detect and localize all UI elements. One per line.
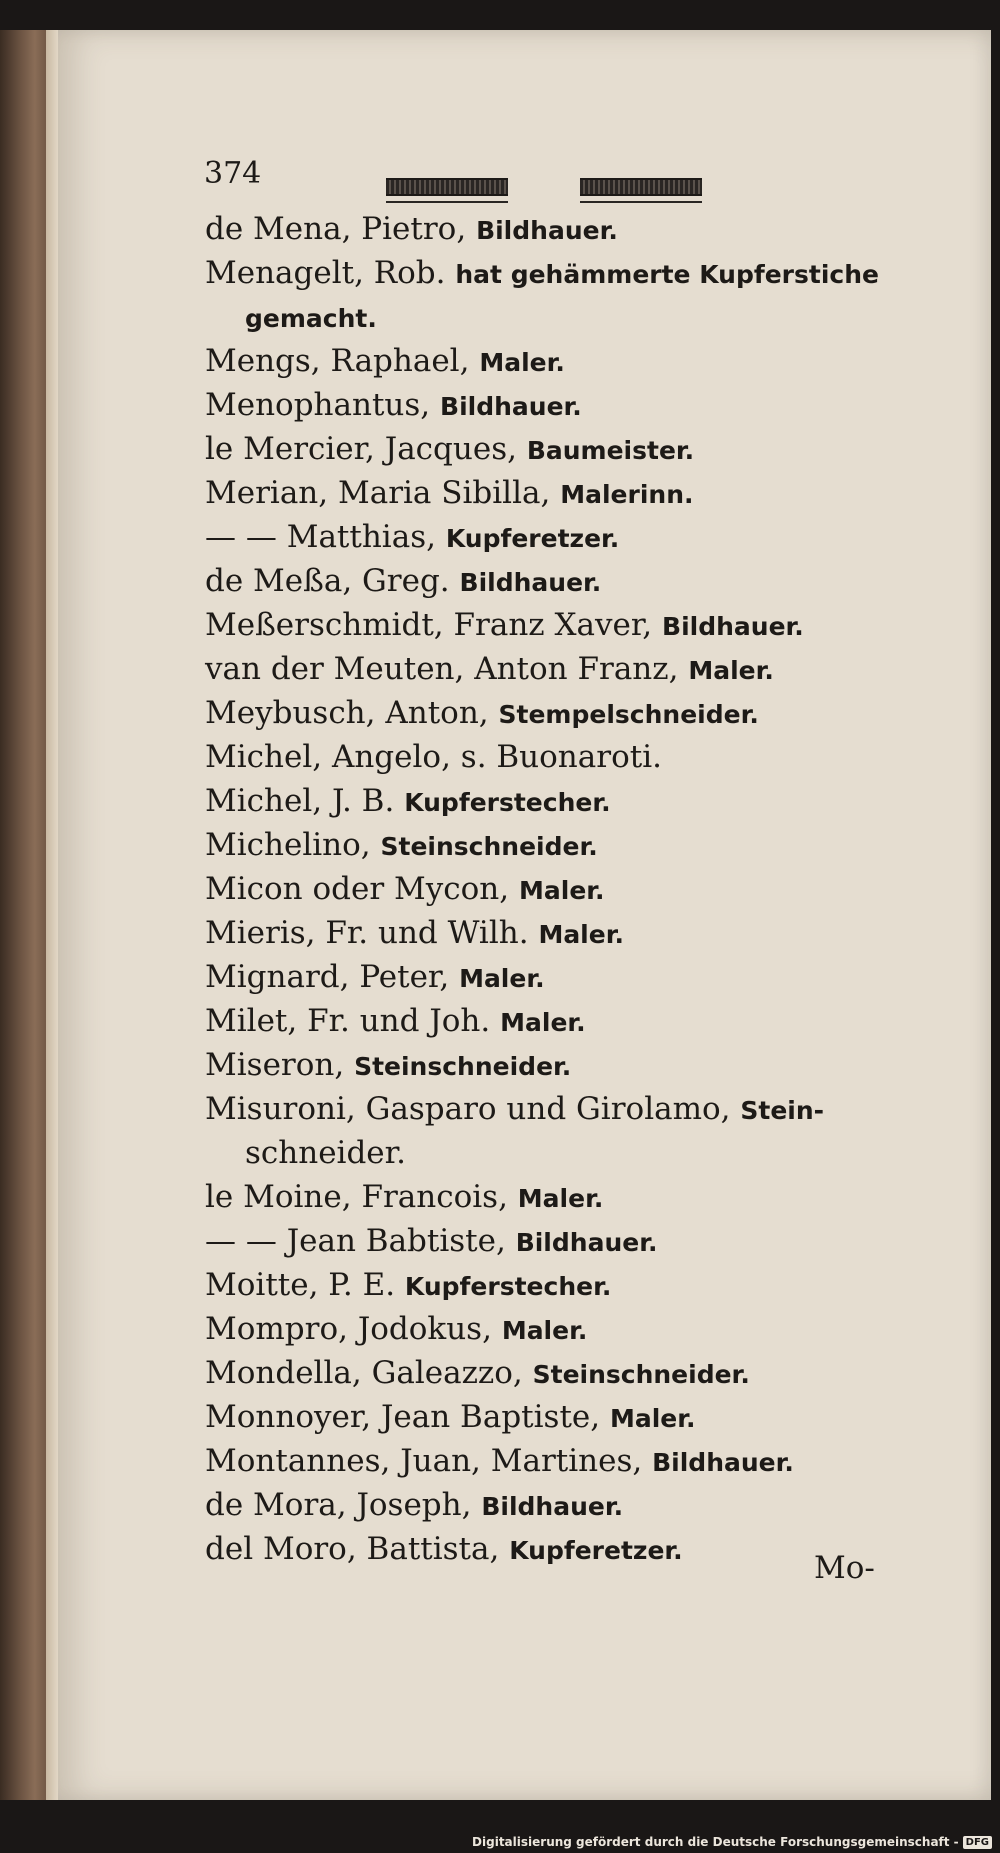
entry-name: Michel, Angelo, s. Buonaroti. bbox=[205, 739, 662, 775]
entry-name: Menagelt, Rob. bbox=[205, 255, 446, 291]
register-entry bbox=[205, 1308, 995, 1352]
entry-occupation: hat gehämmerte Kupferstiche bbox=[455, 260, 879, 289]
register-entry bbox=[205, 824, 995, 868]
entry-name: Menophantus, bbox=[205, 387, 431, 423]
register-entry bbox=[205, 252, 995, 296]
register-entry bbox=[205, 1396, 995, 1440]
entry-occupation: Stempelschneider. bbox=[498, 700, 759, 729]
entry-name: Meybusch, Anton, bbox=[205, 695, 489, 731]
entry-occupation: Steinschneider. bbox=[354, 1052, 572, 1081]
entry-name: Mengs, Raphael, bbox=[205, 343, 470, 379]
entry-name: Misuroni, Gasparo und Girolamo, bbox=[205, 1091, 731, 1127]
register-entry bbox=[205, 912, 995, 956]
header-ornament-right bbox=[580, 178, 702, 196]
register-entry bbox=[205, 692, 995, 736]
entry-name: Meßerschmidt, Franz Xaver, bbox=[205, 607, 653, 643]
register-entry bbox=[205, 604, 995, 648]
register-entries bbox=[205, 208, 995, 1572]
entry-occupation: Stein- bbox=[740, 1096, 825, 1125]
register-entry bbox=[205, 1132, 995, 1176]
register-entry bbox=[205, 868, 995, 912]
entry-name: — — Matthias, bbox=[205, 519, 436, 555]
register-entry bbox=[205, 1528, 995, 1572]
entry-occupation: Kupferstecher. bbox=[404, 788, 611, 817]
entry-occupation: Maler. bbox=[609, 1404, 696, 1433]
entry-name: le Mercier, Jacques, bbox=[205, 431, 517, 467]
register-entry bbox=[205, 648, 995, 692]
register-entry bbox=[205, 340, 995, 384]
entry-name: del Moro, Battista, bbox=[205, 1531, 500, 1567]
register-entry bbox=[205, 1352, 995, 1396]
entry-occupation: Malerinn. bbox=[560, 480, 694, 509]
entry-name: Mignard, Peter, bbox=[205, 959, 450, 995]
register-entry bbox=[205, 472, 995, 516]
register-entry bbox=[205, 384, 995, 428]
entry-name: Mompro, Jodokus, bbox=[205, 1311, 492, 1347]
register-entry bbox=[205, 1000, 995, 1044]
entry-occupation: Maler. bbox=[500, 1008, 586, 1037]
entry-occupation: Steinschneider. bbox=[532, 1360, 750, 1389]
entry-occupation: Bildhauer. bbox=[440, 392, 582, 421]
register-entry bbox=[205, 1484, 995, 1528]
entry-occupation: Maler. bbox=[459, 964, 545, 993]
register-entry bbox=[205, 1088, 995, 1132]
entry-name: Michel, J. B. bbox=[205, 783, 395, 819]
entry-occupation: Bildhauer. bbox=[652, 1448, 794, 1477]
entry-name: schneider. bbox=[245, 1135, 406, 1171]
register-entry bbox=[205, 560, 995, 604]
entry-occupation: Maler. bbox=[538, 920, 624, 949]
register-entry bbox=[205, 1264, 995, 1308]
footer-credit bbox=[472, 1835, 992, 1849]
entry-name: Mondella, Galeazzo, bbox=[205, 1355, 523, 1391]
register-entry bbox=[205, 956, 995, 1000]
entry-name: Mieris, Fr. und Wilh. bbox=[205, 915, 529, 951]
header-ornament-left bbox=[386, 178, 508, 196]
entry-occupation: Maler. bbox=[517, 1184, 604, 1213]
register-entry bbox=[205, 1176, 995, 1220]
register-entry bbox=[205, 1044, 995, 1088]
entry-name: Milet, Fr. und Joh. bbox=[205, 1003, 491, 1039]
entry-occupation: Kupferetzer. bbox=[509, 1536, 683, 1565]
entry-name: Micon oder Mycon, bbox=[205, 871, 510, 907]
entry-occupation: Bildhauer. bbox=[459, 568, 602, 597]
entry-name: de Mena, Pietro, bbox=[205, 211, 467, 247]
register-entry bbox=[205, 208, 995, 252]
page-header bbox=[204, 148, 904, 208]
entry-name: Miseron, bbox=[205, 1047, 345, 1083]
entry-name: Merian, Maria Sibilla, bbox=[205, 475, 551, 511]
register-entry bbox=[205, 780, 995, 824]
entry-occupation: Kupferetzer. bbox=[445, 524, 620, 553]
register-entry bbox=[205, 516, 995, 560]
entry-occupation: Baumeister. bbox=[526, 436, 695, 465]
entry-name: Monnoyer, Jean Baptiste, bbox=[205, 1399, 601, 1435]
entry-occupation: Maler. bbox=[479, 348, 565, 377]
entry-occupation: Bildhauer. bbox=[481, 1492, 624, 1521]
entry-occupation: Bildhauer. bbox=[515, 1228, 658, 1257]
dfg-logo: DFG bbox=[963, 1836, 992, 1849]
register-entry bbox=[205, 1220, 995, 1264]
entry-occupation: Steinschneider. bbox=[380, 832, 598, 861]
entry-occupation: Kupferstecher. bbox=[404, 1272, 612, 1301]
entry-occupation: Bildhauer. bbox=[662, 612, 804, 641]
entry-occupation: Maler. bbox=[501, 1316, 588, 1345]
entry-occupation: gemacht. bbox=[245, 304, 377, 333]
entry-name: de Meßa, Greg. bbox=[205, 563, 450, 599]
catchword: Mo- bbox=[814, 1550, 875, 1586]
book-page bbox=[58, 30, 991, 1800]
entry-occupation: Bildhauer. bbox=[476, 216, 618, 245]
entry-name: le Moine, Francois, bbox=[205, 1179, 508, 1215]
register-entry bbox=[205, 736, 995, 780]
entry-name: de Mora, Joseph, bbox=[205, 1487, 472, 1523]
entry-name: van der Meuten, Anton Franz, bbox=[205, 651, 679, 687]
footer-text: Digitalisierung gefördert durch die Deutsche Forschungsgemeinschaft - bbox=[472, 1835, 959, 1849]
entry-name: Montannes, Juan, Martines, bbox=[205, 1443, 643, 1479]
entry-name: Michelino, bbox=[205, 827, 371, 863]
entry-occupation: Maler. bbox=[688, 656, 774, 685]
entry-occupation: Maler. bbox=[519, 876, 605, 905]
page-number: 374 bbox=[204, 156, 262, 191]
page-edge bbox=[46, 30, 58, 1800]
entry-name: — — Jean Babtiste, bbox=[205, 1223, 506, 1259]
register-entry bbox=[205, 428, 995, 472]
register-entry bbox=[205, 296, 995, 340]
entry-name: Moitte, P. E. bbox=[205, 1267, 396, 1303]
register-entry bbox=[205, 1440, 995, 1484]
